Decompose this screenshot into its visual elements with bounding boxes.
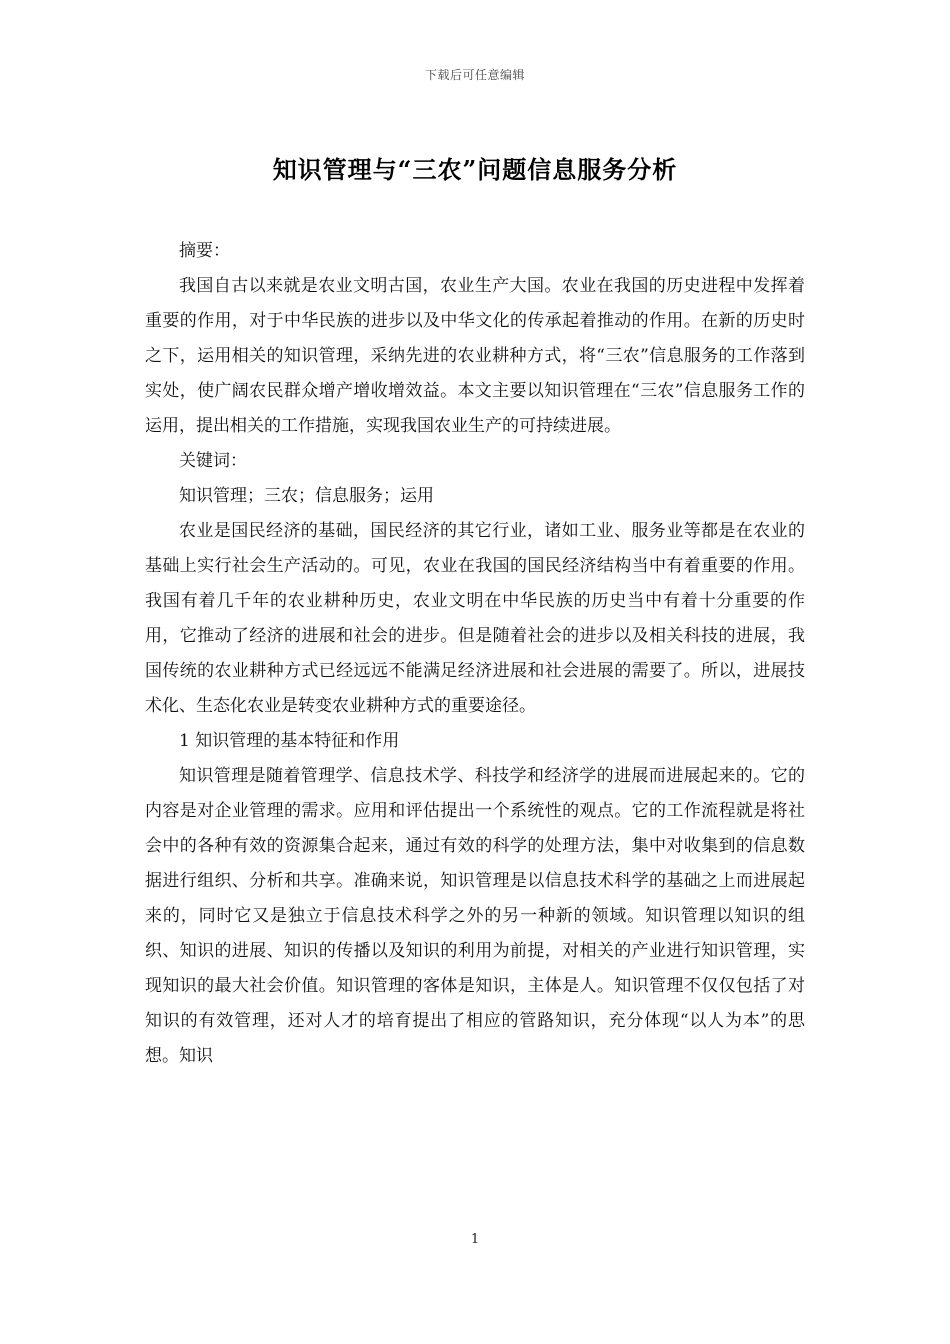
document-title: 知识管理与“三农”问题信息服务分析 xyxy=(272,155,678,184)
abstract-paragraph: 我国自古以来就是农业文明古国，农业生产大国。农业在我国的历史进程中发挥着重要的作用，对于中华民族的进步以及中华文化的传承起着推动的作用。在新的历史时之下，运用相关的知识管理，采纳先进的农业耕种方式，将“三农”信息服务的工作落到实处，使广阔农民群众增产增收增效益。本文主要以知识管理在“三农”信息服务工作的运用，提出相关的工作措施，实现我国农业生产的可持续进展。 xyxy=(145,276,805,436)
header-note: 下载后可任意编辑 xyxy=(424,68,525,82)
section-paragraph: 知识管理是随着管理学、信息技术学、科技学和经济学的进展而进展起来的。它的内容是对企业管理的需求。应用和评估提出一个系统性的观点。它的工作流程就是将社会中的各种有效的资源集合起来，通过有效的科学的处理方法，集中对收集到的信息数据进行组织、分析和共享。准确来说，知识管理是以信息技术科学的基础之上而进展起来的，同时它又是独立于信息技术科学之外的另一种新的领域。知识管理以知识的组织、知识的进展、知识的传播以及知识的利用为前提，对相关的产业进行知识管理，实现知识的最大社会价值。知识管理的客体是知识，主体是人。知识管理不仅仅包括了对知识的有效管理，还对人才的培育提出了相应的管路知识，充分体现“以人为本”的思想。知识 xyxy=(145,766,805,1066)
section-heading: 1 知识管理的基本特征和作用 xyxy=(179,731,400,751)
page-number: 1 xyxy=(470,1232,480,1247)
document-body xyxy=(145,234,805,1074)
intro-paragraph: 农业是国民经济的基础，国民经济的其它行业，诸如工业、服务业等都是在农业的基础上实行社会生产活动的。可见，农业在我国的国民经济结构当中有着重要的作用。我国有着几千年的农业耕种历史，农业文明在中华民族的历史当中有着十分重要的作用，它推动了经济的进展和社会的进步。但是随着社会的进步以及相关科技的进展，我国传统的农业耕种方式已经远远不能满足经济进展和社会进展的需要了。所以，进展技术化、生态化农业是转变农业耕种方式的重要途径。 xyxy=(145,521,805,716)
abstract-label: 摘要： xyxy=(179,241,230,261)
keywords-paragraph: 知识管理；三农；信息服务；运用 xyxy=(179,486,434,506)
keywords-label: 关键词： xyxy=(179,451,247,471)
